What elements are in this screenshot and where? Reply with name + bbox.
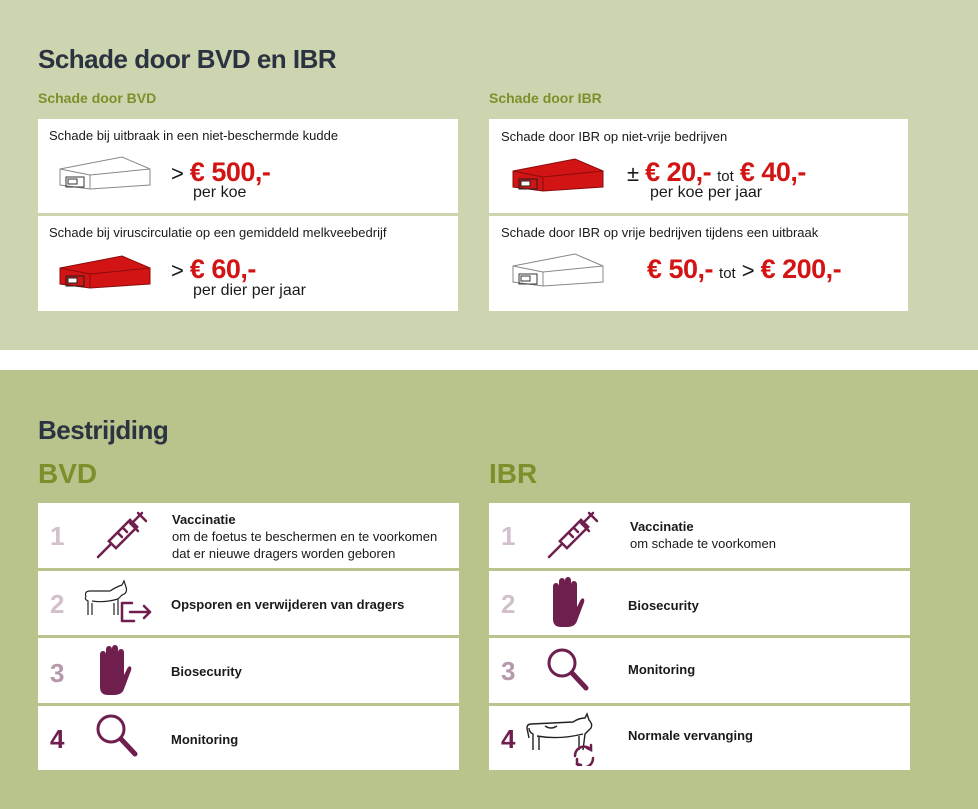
- step-number: 3: [501, 656, 516, 686]
- step-number: 2: [501, 589, 516, 619]
- bvd-damage-card-outbreak: [38, 119, 458, 213]
- step-title: Vaccinatie: [172, 512, 236, 527]
- cow-replace-icon: [525, 712, 601, 766]
- ibr-step-3: [489, 638, 910, 703]
- magnifier-icon: [94, 712, 138, 758]
- step-title: Normale vervanging: [628, 728, 753, 743]
- ibr-damage-card-nonfree: [489, 119, 908, 213]
- step-number: 1: [50, 521, 65, 551]
- price-amount-2: € 200,-: [760, 254, 842, 284]
- syringe-icon: [94, 511, 150, 561]
- price-amount: € 50,-: [647, 254, 714, 284]
- price-symbol: >: [171, 258, 184, 283]
- bvd-damage-card-circulation: [38, 216, 458, 311]
- ibr-control-heading: IBR: [489, 458, 538, 489]
- control-title: Bestrijding: [38, 415, 169, 445]
- calf-exit-icon: [78, 577, 156, 627]
- damage-title: Schade door BVD en IBR: [38, 44, 337, 74]
- card-caption: Schade door IBR op vrije bedrijven tijdens een uitbraak: [501, 225, 819, 240]
- bvd-damage-heading: Schade door BVD: [38, 90, 157, 106]
- price-symbol: >: [171, 161, 184, 186]
- price-amount: € 60,-: [189, 254, 256, 284]
- barn-white-icon: [509, 252, 609, 290]
- ibr-step-2: [489, 571, 910, 635]
- step-title: Biosecurity: [628, 598, 699, 613]
- magnifier-icon: [545, 646, 589, 692]
- price-line: [647, 254, 841, 285]
- bvd-step-2: [38, 571, 459, 635]
- bvd-step-4: [38, 706, 459, 770]
- price-unit: per koe per jaar: [650, 184, 763, 201]
- ibr-damage-heading: Schade door IBR: [489, 90, 602, 106]
- barn-red-icon: [509, 157, 609, 195]
- price-between: tot: [717, 168, 734, 185]
- ibr-step-1: [489, 503, 910, 568]
- card-caption: Schade door IBR op niet-vrije bedrijven: [501, 129, 728, 144]
- step-desc-line-1: om schade te voorkomen: [630, 536, 776, 551]
- step-number: 4: [50, 724, 65, 754]
- bvd-step-1: [38, 503, 459, 568]
- bvd-control-heading: BVD: [38, 458, 98, 489]
- price-symbol: ±: [627, 161, 640, 186]
- step-title: Monitoring: [628, 662, 696, 677]
- step-number: 3: [50, 658, 65, 688]
- hand-stop-icon: [96, 645, 132, 697]
- ibr-step-4: [489, 706, 910, 770]
- price-amount: € 500,-: [189, 157, 271, 187]
- ibr-damage-card-free: [489, 216, 908, 311]
- price-symbol: >: [741, 258, 755, 283]
- price-amount-2: € 40,-: [739, 157, 806, 187]
- step-title: Monitoring: [171, 732, 239, 747]
- price-line: [171, 254, 256, 285]
- step-title: Biosecurity: [171, 664, 242, 679]
- price-unit: per dier per jaar: [193, 282, 306, 299]
- price-between: tot: [719, 265, 736, 282]
- step-title: Vaccinatie: [630, 519, 694, 534]
- step-number: 4: [501, 724, 516, 754]
- card-caption: Schade bij uitbraak in een niet-beschermde kudde: [49, 128, 339, 143]
- price-amount: € 20,-: [645, 157, 712, 187]
- barn-red-icon: [56, 254, 156, 292]
- step-number: 2: [50, 589, 65, 619]
- syringe-icon: [545, 511, 601, 561]
- step-desc-line-2: dat er nieuwe dragers worden geboren: [172, 546, 396, 561]
- step-title: Opsporen en verwijderen van dragers: [171, 597, 405, 612]
- step-number: 1: [501, 521, 516, 551]
- card-caption: Schade bij viruscirculatie op een gemiddeld melkveebedrijf: [49, 225, 387, 240]
- price-unit: per koe: [193, 184, 247, 201]
- bvd-step-3: [38, 638, 459, 703]
- hand-stop-icon: [549, 577, 585, 629]
- step-desc-line-1: om de foetus te beschermen en te voorkomen: [172, 529, 438, 544]
- barn-white-icon: [56, 155, 156, 193]
